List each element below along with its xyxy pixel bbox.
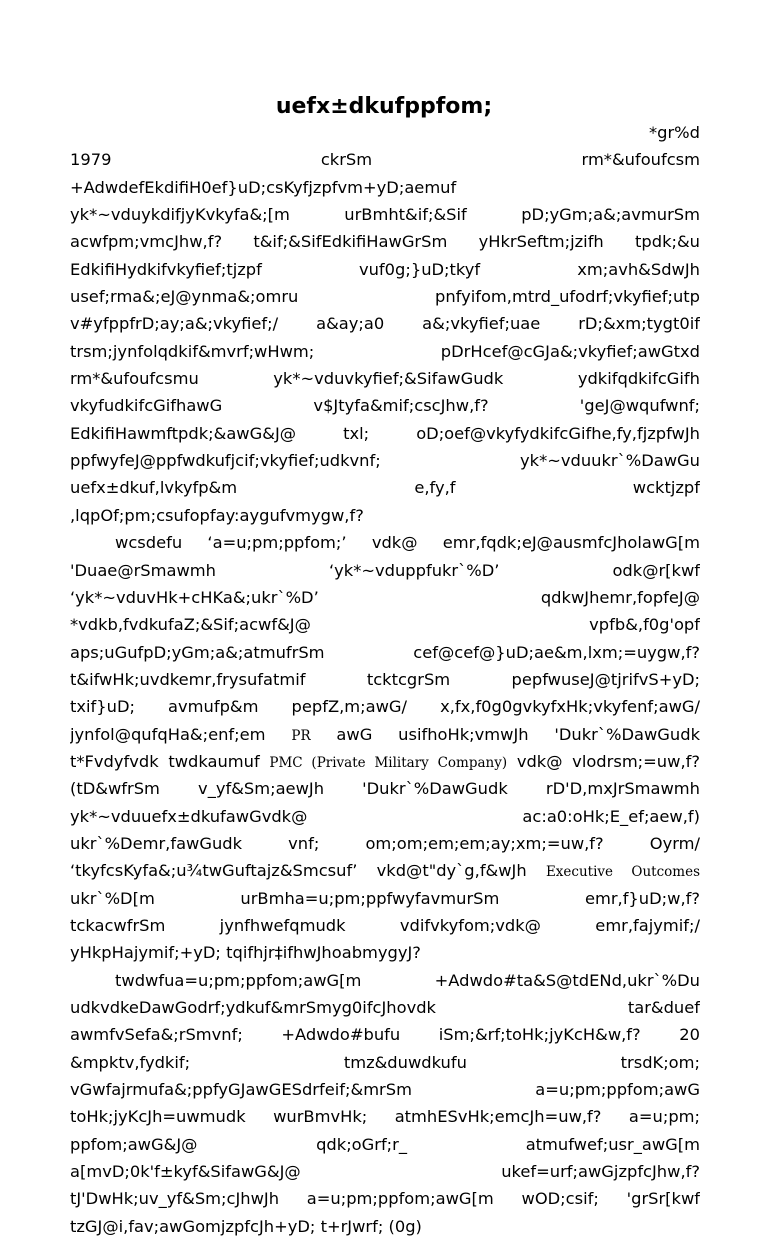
text-segment: twdwfua=u;pm;ppfom;awG[m +Adwdo#ta&S@tdENd,ukr`%Du [115,970,700,990]
text-line [70,584,700,611]
text-segment: rm*&ufoufcsmu yk*~vduvkyfief;&SifawGudk ydkifqdkifcGifh [70,369,700,389]
text-segment: v#yfppfrD;ay;a&;vkyfief;/ a&ay;a0 a&;vkyfief;uae rD;&xm;tygt0if [70,314,700,334]
text-line [70,857,700,884]
text-line [70,1049,700,1076]
text-line [70,611,700,638]
text-segment: &mpktv,fydkif; tmz&duwdkufu trsdK;om; [70,1052,700,1072]
text-segment: ppfom;awG&J@ qdk;oGrf;r_ atmufwef;usr_awG[m [70,1134,700,1154]
text-segment: +AdwdefEkdifiH0ef}uD;csKyfjzpfvm+yD;aemuf [70,177,457,197]
text-segment: tzGJ@i,fav;awGomjzpfcJh+yD; t+rJwrf; (0g) [70,1216,422,1236]
text-line [70,803,700,830]
document-body [70,119,700,1240]
text-line [70,146,700,173]
text-line [70,721,700,748]
text-line [70,502,700,529]
text-segment: awmfvSefa&;rSmvnf; +Adwdo#bufu iSm;&rf;toHk;jyKcH&w,f? 20 [70,1025,700,1045]
text-segment: *gr%d [649,123,700,142]
text-line [70,201,700,228]
text-line [70,939,700,966]
text-line [70,1158,700,1185]
text-segment: toHk;jyKcJh=uwmudk wurBmvHk; atmhESvHk;emcJh=uw,f? a=u;pm; [70,1107,700,1127]
text-segment: yk*~vduuefx±dkufawGvdk@ ac:a0:oHk;E_ef;aew,f) [70,806,700,826]
text-line [70,557,700,584]
text-segment: ukr`%D[m urBmha=u;pm;ppfwyfavmurSm emr,f}uD;w,f? [70,888,700,908]
text-line [70,748,700,775]
text-segment: usef;rma&;eJ@ynma&;omru pnfyifom,mtrd_ufodrf;vkyfief;utp [70,287,700,307]
text-segment: *vdkb,fvdkufaZ;&Sif;acwf&J@ vpfb&,f0g'opf [70,615,700,635]
text-segment: yk*~vduykdifjyKvkyfa&;[m urBmht&if;&Sif pD;yGm;a&;avmurSm [70,205,700,225]
text-segment: t&ifwHk;uvdkemr,frysufatmif tcktcgrSm pepfwuseJ@tjrifvS+yD; [70,669,700,689]
text-segment: (tD&wfrSm v_yf&Sm;aewJh 'Dukr`%DawGudk rD'D,mxJrSmawmh [70,779,700,799]
text-line [70,775,700,802]
text-line [70,1213,700,1240]
text-line [70,666,700,693]
text-line [70,967,700,994]
text-line [70,912,700,939]
text-line [70,392,700,419]
text-segment: t*Fvdyfvdk twdkaumuf [70,751,270,771]
text-line [70,119,700,146]
text-segment: ‘tkyfcsKyfa&;u¾twGuftajz&Smcsuf’ vkd@t"dy`g,f&wJh [70,861,546,881]
text-line [70,639,700,666]
text-line [70,228,700,255]
text-segment: wcsdefu ‘a=u;pm;ppfom;’ vdk@ emr,fqdk;eJ@ausmfcJholawG[m [115,533,700,553]
text-segment: acwfpm;vmcJhw,f? t&if;&SifEdkifiHawGrSm yHkrSeftm;jzifh tpdk;&u [70,232,700,252]
text-line [70,994,700,1021]
text-line [70,474,700,501]
text-line [70,885,700,912]
text-line [70,447,700,474]
text-segment: 'Duae@rSmawmh ‘yk*~vduppfukr`%D’ odk@r[kwf [70,560,700,580]
text-segment: udkvdkeDawGodrf;ydkuf&mrSmyg0ifcJhovdk tar&duef [70,998,700,1017]
text-line [70,1076,700,1103]
text-segment: EdkifiHawmftpdk;&awG&J@ txl; oD;oef@vkyfydkifcGifhe,fy,fjzpfwJh [70,423,700,443]
text-segment: uefx±dkuf,lvkyfp&m e,fy,f wcktjzpf [70,478,700,498]
text-segment: vGwfajrmufa&;ppfyGJawGESdrfeif;&mrSm a=u;pm;ppfom;awG [70,1080,700,1100]
text-segment: 1979 ckrSm rm*&ufoufcsm [70,150,700,170]
text-segment: vkyfudkifcGifhawG v$Jtyfa&mif;cscJhw,f? 'geJ@wqufwnf; [70,396,700,416]
text-segment: a[mvD;0k'f±kyf&SifawG&J@ ukef=urf;awGjzpfcJhw,f? [70,1162,700,1182]
text-segment: tckacwfrSm jynfhwefqmudk vdifvkyfom;vdk@ emr,fajymif;/ [70,915,700,935]
text-segment: awG usifhoHk;vmwJh 'Dukr`%DawGudk [310,724,700,744]
text-line [70,1131,700,1158]
text-segment: txif}uD; avmufp&m pepfZ,m;awG/ x,fx,f0g0gvkyfxHk;vkyfenf;awG/ [70,697,700,717]
text-line [70,830,700,857]
text-line [70,256,700,283]
text-line [70,1021,700,1048]
text-line [70,365,700,392]
text-line [70,283,700,310]
text-line [70,1103,700,1130]
text-segment: ukr`%Demr,fawGudk vnf; om;om;em;em;ay;xm;=uw,f? Oyrm/ [70,833,700,853]
inline-english-term: Executive Outcomes [545,864,700,881]
text-line [70,338,700,365]
text-segment: yHkpHajymif;+yD; tqifhjr‡ifhwJhoabmygyJ? [70,943,421,963]
text-segment: jynfol@qufqHa&;enf;em [70,724,292,744]
inline-english-term: PR [291,727,311,744]
text-segment: ppfwyfeJ@ppfwdkufjcif;vkyfief;udkvnf; yk*~vduukr`%DawGu [70,451,700,471]
text-line [70,693,700,720]
text-line [70,174,700,201]
inline-english-term: PMC (Private Military Company) [269,754,508,771]
text-segment: ‘yk*~vduvHk+cHKa&;ukr`%D’ qdkwJhemr,fopfeJ@ [70,587,700,607]
text-segment: tJ'DwHk;uv_yf&Sm;cJhwJh a=u;pm;ppfom;awG[m wOD;csif; 'grSr[kwf [70,1189,700,1209]
text-segment: ,lqpOf;pm;csufopfay:aygufvmygw,f? [70,505,364,525]
text-segment: EdkifiHydkifvkyfief;tjzpf vuf0g;}uD;tkyf xm;avh&SdwJh [70,259,700,279]
text-segment: trsm;jynfolqdkif&mvrf;wHwm; pDrHcef@cGJa&;vkyfief;awGtxd [70,341,700,361]
text-line [70,529,700,556]
text-line [70,310,700,337]
document-title: uefx±dkufppfom; [275,94,493,119]
text-segment: vdk@ vlodrsm;=uw,f? [507,751,700,771]
text-line [70,1185,700,1212]
text-segment: aps;uGufpD;yGm;a&;atmufrSm cef@cef@}uD;ae&m,lxm;=uygw,f? [70,642,700,662]
text-line [70,420,700,447]
